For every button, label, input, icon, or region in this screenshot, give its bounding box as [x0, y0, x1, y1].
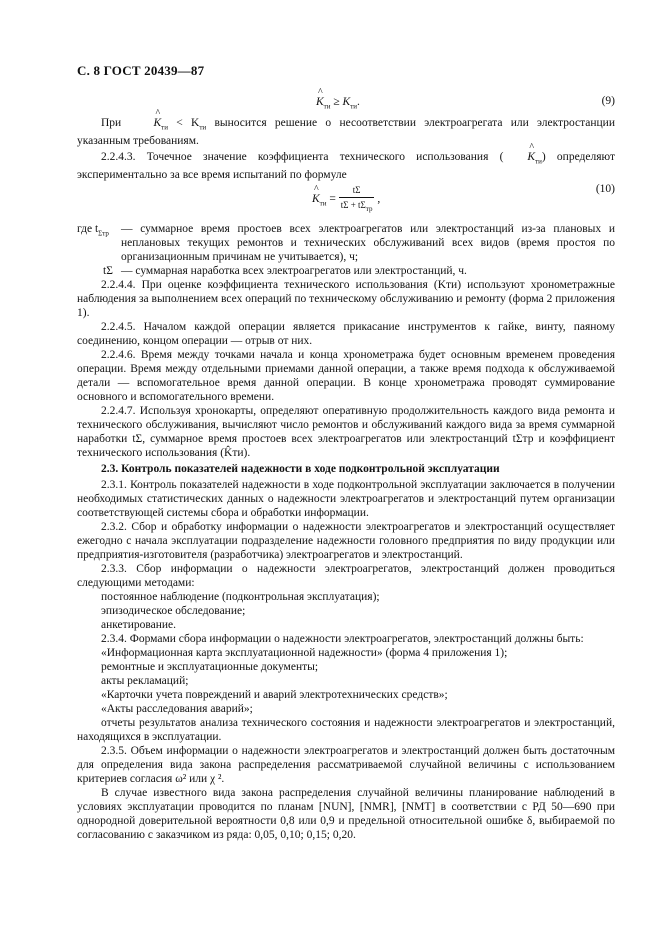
para-when-pre: При	[101, 117, 130, 129]
page-header: С. 8 ГОСТ 20439—87	[77, 63, 205, 78]
para-2-2-4-6: 2.2.4.6. Время между точками начала и конца хронометража будет основным временем проведения операции. Время между отдельными приемами данной операции, а также время подхода к обслуживаемой детали — вспомогательное время данной операции. В конце хронометража проводят суммирование основного и вспомогательного времени.	[77, 349, 615, 403]
para-2-2-4-5: 2.2.4.5. Началом каждой операции является прикасание инструментов к гайке, винту, паяному соединению, концом операции — отрыв от них.	[77, 321, 615, 347]
para-when-text: выносится решение о несоответствии электроагрегата или электростанции указанным требованиям.	[77, 117, 615, 148]
eq10-den-sub: тр	[365, 204, 373, 213]
k-hat-symbol: ^ K	[312, 184, 320, 206]
where-definition-2	[77, 264, 615, 278]
where-1-label-text: где t	[77, 223, 99, 235]
para-2243-text2: ) определяют экспериментально за все время испытаний по формуле	[77, 151, 615, 182]
para-when: При ^ $K_{ти} < K_{ти}$ выносится решение о несоответствии электроагрегата или электростанции указанным требованиям.	[77, 108, 615, 148]
paragraphs-2-3	[77, 478, 615, 842]
eq9-lhs-sub: ти	[323, 102, 331, 111]
para-when-mid-sub: ти	[199, 123, 207, 132]
eq9-tail: .	[357, 96, 360, 108]
eq10-lhs-sub: ти	[319, 199, 327, 208]
equation-10	[312, 183, 380, 216]
where-2-label: tΣ	[103, 265, 113, 277]
para-2-3-3: 2.3.3. Сбор информации о надежности электроагрегатов, электростанций должен проводиться следующими методами:	[77, 563, 615, 589]
equation-9-number: (9)	[601, 95, 615, 107]
k-hat-symbol: ^ K	[527, 142, 536, 163]
para-2-3-1: 2.3.1. Контроль показателей надежности в ходе подконтрольной эксплуатации заключается в получении необходимых статистических данных о надежности электроагрегатов и электростанций путем организации соответствующей системы сбора и обработки информации.	[77, 479, 615, 519]
where-2-text: — суммарная наработка всех электроагрегатов или электростанций, ч.	[121, 265, 467, 277]
para-2-3-5: 2.3.5. Объем информации о надежности электроагрегатов и электростанций должен быть достаточным для определения вида закона распределения рассматриваемой случайной величины с использованием критериев согласия ω² или χ ².	[77, 745, 615, 785]
eq10-den-text: tΣ + tΣ	[340, 200, 366, 210]
para-2-2-4-7: 2.2.4.7. Используя хронокарты, определяют оперативную продолжительность каждого вида ремонта и технического обслуживания, вычисляют число ремонтов и обслуживаний каждого вида за время суммарной наработки tΣ, суммарное время простоев всех электроагрегатов или электростанций tΣтр и коэффициент технического использования (K̂ти).	[77, 405, 615, 459]
eq9-rhs-sub: ти	[350, 102, 358, 111]
eq9-rhs: K	[342, 96, 351, 108]
list-item: отчеты результатов анализа технического состояния и надежности электроагрегатов и электростанций, находящихся в эксплуатации.	[77, 717, 615, 743]
where-1-text: — суммарное время простоев всех электроагрегатов или электростанций из-за плановых и неплановых текущих ремонтов и технических обслуживаний всех видов (время простоя по организационным причинам не учитывается), ч;	[121, 223, 615, 263]
list-item: постоянное наблюдение (подконтрольная эксплуатация);	[101, 591, 380, 603]
eq10-equals: =	[326, 193, 339, 206]
list-item: «Карточки учета повреждений и аварий электротехнических средств»;	[101, 689, 448, 701]
section-2-3-heading-text: 2.3. Контроль показателей надежности в ходе подконтрольной эксплуатации	[101, 463, 500, 475]
list-item: «Информационная карта эксплуатационной надежности» (форма 4 приложения 1);	[101, 647, 508, 659]
equation-10-number: (10)	[595, 183, 615, 195]
list-item: «Акты расследования аварий»;	[101, 703, 253, 715]
list-item: анкетирование.	[101, 619, 177, 631]
eq10-denominator	[339, 198, 375, 216]
section-2-3-heading	[77, 462, 615, 476]
list-item: акты рекламаций;	[101, 675, 189, 687]
where-definition-1	[77, 222, 615, 264]
k-hat-symbol: ^ K	[153, 108, 162, 129]
eq10-numerator: tΣ	[339, 183, 375, 198]
para-2-3-2: 2.3.2. Сбор и обработку информации о надежности электроагрегатов и электростанций осуществляет ежегодно с начала эксплуатации подразделение надежности головного предприятия по виду продукции или предприятия-изготовителя (разработчика) электроагрегатов и электростанций.	[77, 521, 615, 561]
where-1-label-sub: Σтр	[98, 229, 109, 238]
eq9-operator: ≥	[330, 96, 343, 108]
para-2-2-4-4: 2.2.4.4. При оценке коэффициента технического использования (Kти) используют хронометражные наблюдения за выполнением всех операций по техническому обслуживанию и ремонту (форма 2 приложения 1).	[77, 279, 615, 319]
eq10-tail: ,	[374, 193, 381, 206]
where-1-label	[77, 222, 109, 240]
equation-9	[316, 87, 360, 113]
eq10-fraction	[339, 183, 375, 216]
list-item: ремонтные и эксплуатационные документы;	[101, 661, 319, 673]
k-hat-symbol: ^ K	[316, 87, 324, 108]
para-planning: В случае известного вида закона распределения случайной величины планирование наблюдений в условиях эксплуатации проводится по планам [NUN], [NMR], [NMT] в соответствии с РД 50—690 при однородной доверительной вероятности 0,8 или 0,9 и предельной относительной ошибке δ, выбираемой по согласованию с заказчиком из ряда: 0,05, 0,10; 0,15; 0,20.	[77, 787, 615, 841]
list-item: эпизодическое обследование;	[101, 605, 246, 617]
paragraphs-2-2-4	[77, 278, 615, 460]
para-2-2-4-3: 2.2.4.3. Точечное значение коэффициента технического использования ( ^ $K_{ти}$) определяют экспериментально за все время испытаний по формуле	[77, 142, 615, 182]
para-when-mid: < K	[167, 117, 200, 129]
para-2-3-4: 2.3.4. Формами сбора информации о надежности электроагрегатов, электростанций должны быть:	[101, 633, 584, 645]
para-2243-text1: 2.2.4.3. Точечное значение коэффициента технического использования (	[101, 151, 504, 163]
